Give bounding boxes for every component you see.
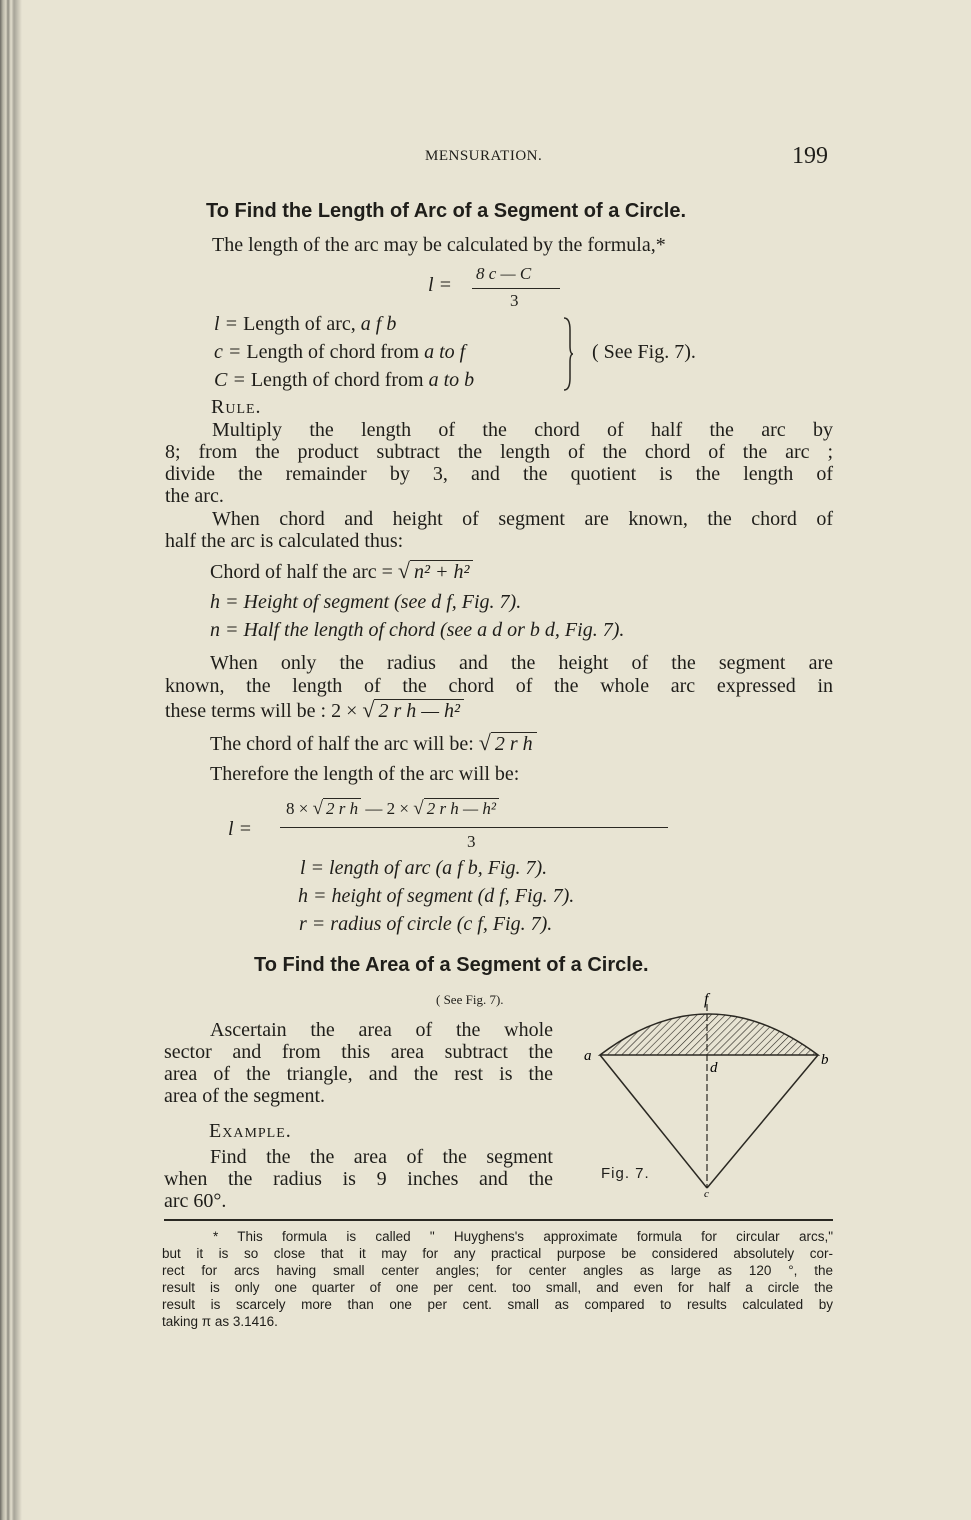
see-fig-7: ( See Fig. 7).	[592, 341, 696, 363]
radius-line-1: When only the radius and the height of the segment are	[210, 652, 833, 674]
half-chord-line: The chord of half the arc will be: √ 2 r h	[210, 730, 537, 756]
section-heading-segment-area: To Find the Area of a Segment of a Circle.	[254, 954, 649, 976]
chord-formula: Chord of half the arc = √ n² + h²	[210, 558, 473, 584]
figure-caption: Fig. 7.	[601, 1165, 650, 1182]
area-body-line-4: area of the segment.	[164, 1085, 326, 1107]
rule-line-2: 8; from the product subtract the length of the chord of the arc ;	[165, 441, 833, 463]
definition2-l: l = length of arc (a f b, Fig. 7).	[300, 857, 548, 879]
running-title: MENSURATION.	[425, 148, 543, 164]
label-a: a	[584, 1048, 592, 1064]
definition-c: c = Length of chord from a to f	[214, 341, 466, 363]
definition-C: C = Length of chord from a to b	[214, 369, 475, 391]
definitions-brace	[562, 316, 574, 392]
footnote-line-5: result is scarcely more than one per cent. small as compared to results calculated by	[162, 1297, 833, 1312]
n-definition: n = Half the length of chord (see a d or b d, Fig. 7).	[210, 619, 625, 641]
formula1-lhs: l =	[428, 274, 453, 296]
footnote-line-4: result is only one quarter of one per cent. too small, and even for half a circle the	[162, 1280, 833, 1295]
footnote-line-2: but it is so close that it may for any practical purpose be considered absolutely cor-	[162, 1246, 833, 1261]
intro-text: The length of the arc may be calculated by the formula,*	[212, 234, 666, 256]
page-number: 199	[792, 143, 828, 169]
example-line-1: Find the the area of the segment	[210, 1146, 553, 1168]
formula1-denominator: 3	[510, 291, 519, 310]
rule-line-3: divide the remainder by 3, and the quotient is the length of	[165, 463, 833, 485]
formula2-fraction-bar	[280, 827, 668, 828]
formula1-numerator: 8 c — C	[476, 264, 532, 283]
label-d: d	[710, 1060, 718, 1076]
example-line-3: arc 60°.	[164, 1190, 227, 1212]
segment-hatched-area	[600, 1014, 818, 1055]
example-label: Example.	[209, 1120, 292, 1142]
footnote-divider	[164, 1219, 833, 1221]
therefore-line: Therefore the length of the arc will be:	[210, 763, 520, 785]
footnote-line-6: taking π as 3.1416.	[162, 1314, 278, 1329]
footnote-line-1: * This formula is called " Huyghens's approximate formula for circular arcs,"	[213, 1229, 833, 1244]
label-f: f	[704, 991, 709, 1008]
definition2-r: r = radius of circle (c f, Fig. 7).	[299, 913, 553, 935]
formula2-numerator: 8 × √ 2 r h — 2 × √ 2 r h — h²	[286, 798, 499, 820]
label-c: c	[704, 1188, 709, 1198]
label-b: b	[821, 1052, 829, 1068]
chord-line-2: half the arc is calculated thus:	[165, 530, 404, 552]
area-body-line-1: Ascertain the area of the whole	[210, 1019, 553, 1041]
radius-line-b	[707, 1055, 818, 1188]
definition-l: l = Length of arc, a f b	[214, 313, 397, 335]
radius-line-3: these terms will be : 2 × √ 2 r h — h²	[165, 697, 464, 723]
area-body-line-2: sector and from this area subtract the	[164, 1041, 553, 1063]
rule-label: Rule.	[211, 396, 262, 418]
radius-line-2: known, the length of the chord of the whole arc expressed in	[165, 675, 833, 697]
formula1-fraction-bar	[472, 288, 560, 289]
area-body-line-3: area of the triangle, and the rest is the	[164, 1063, 553, 1085]
section2-see-fig: ( See Fig. 7).	[436, 992, 504, 1007]
footnote-line-3: rect for arcs having small center angles; for center angles as large as 120 °, the	[162, 1263, 833, 1278]
definition2-h: h = height of segment (d f, Fig. 7).	[298, 885, 575, 907]
section-heading-arc-length: To Find the Length of Arc of a Segment of a Circle.	[206, 200, 687, 222]
rule-line-1: Multiply the length of the chord of half the arc by	[212, 419, 833, 441]
chord-line-1: When chord and height of segment are known, the chord of	[212, 508, 833, 530]
rule-line-4: the arc.	[165, 485, 224, 507]
formula2-lhs: l =	[228, 818, 253, 840]
formula2-denominator: 3	[467, 832, 476, 851]
h-definition: h = Height of segment (see d f, Fig. 7).	[210, 591, 522, 613]
example-line-2: when the radius is 9 inches and the	[164, 1168, 553, 1190]
